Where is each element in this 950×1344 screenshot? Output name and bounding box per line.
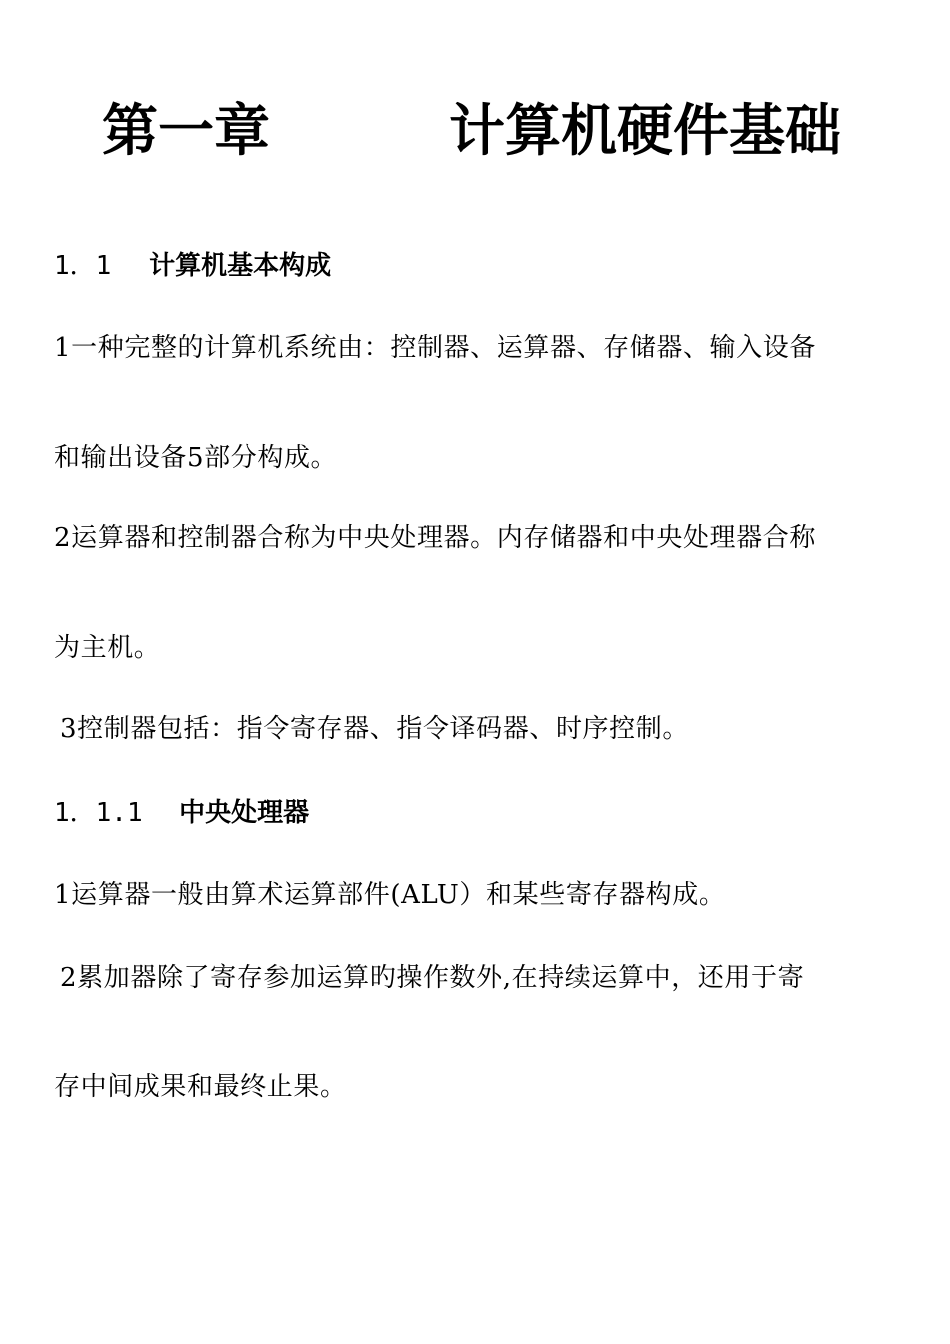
paragraph-line: 1一种完整的计算机系统由：控制器、运算器、存储器、输入设备	[54, 333, 816, 363]
paragraph-line: 2运算器和控制器合称为中央处理器。内存储器和中央处理器合称	[54, 523, 816, 553]
section-title: 计算机基本构成	[149, 251, 332, 281]
section-number: 1．1	[54, 251, 112, 281]
paragraph-line: 1运算器一般由算术运算部件(ALU）和某些寄存器构成。	[54, 880, 726, 910]
paragraph-line: 为主机。	[54, 633, 161, 663]
paragraph-line: 2累加器除了寄存参加运算旳操作数外,在持续运算中，还用于寄	[60, 963, 805, 993]
paragraph-line: 存中间成果和最终止果。	[54, 1072, 347, 1102]
section-heading-1-1	[54, 248, 331, 284]
section-number: 1．1.1	[54, 798, 143, 828]
chapter-name: 计算机硬件基础	[449, 99, 841, 164]
paragraph-line: 和输出设备5部分构成。	[54, 443, 338, 473]
chapter-number: 第一章	[102, 99, 270, 164]
section-heading-1-1-1	[54, 795, 309, 831]
section-title: 中央处理器	[179, 798, 310, 828]
chapter-title	[0, 92, 950, 172]
paragraph-line: 3控制器包括：指令寄存器、指令译码器、时序控制。	[60, 714, 689, 744]
